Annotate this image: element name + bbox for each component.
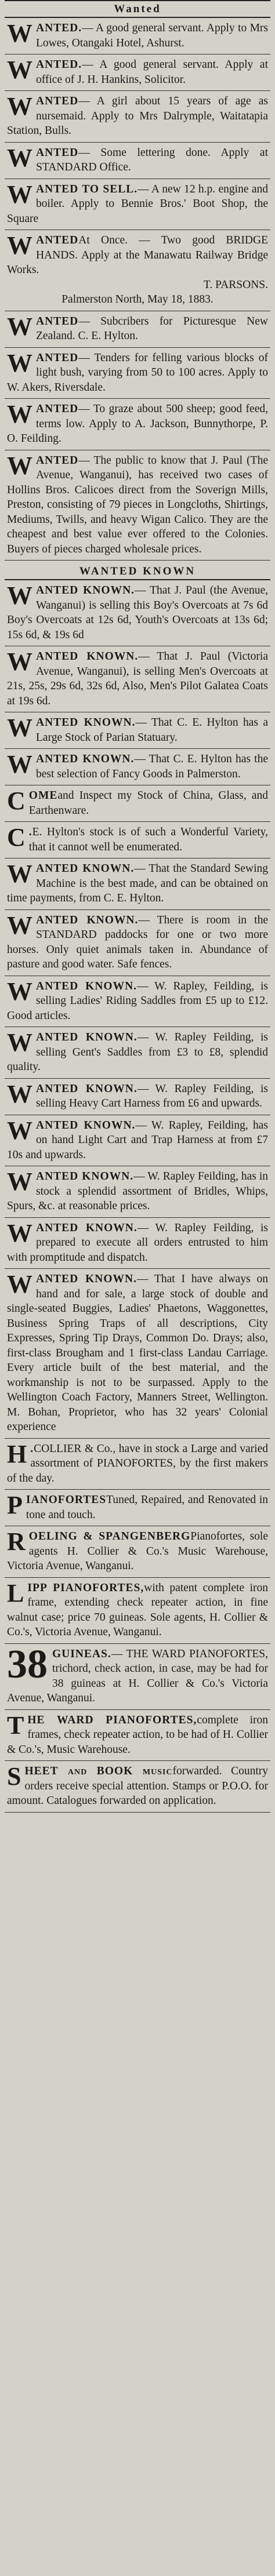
drop-cap: W	[7, 860, 32, 888]
ad-text: — That C. E. Hylton has a Large Stock of Parian Statuary.	[36, 716, 268, 744]
ad-text: At Once. — Two good BRIDGE HANDS. Apply at the Manawatu Railway Bridge Works.	[7, 234, 268, 276]
ad-keyword: ANTED KNOWN.	[36, 716, 136, 729]
advertisement	[5, 1710, 270, 1762]
ad-keyword: ANTED KNOWN.	[36, 1170, 134, 1183]
advertisement	[5, 1027, 270, 1079]
drop-cap: S	[7, 1762, 21, 1791]
advertisement	[5, 1490, 270, 1526]
drop-cap: W	[7, 400, 32, 428]
drop-cap: W	[7, 1270, 32, 1298]
drop-cap: W	[7, 312, 32, 341]
advertisement	[5, 646, 270, 712]
ad-text: and Inspect my Stock of China, Glass, and Earthenware.	[28, 789, 268, 817]
ad-keyword: ANTED KNOWN.	[36, 753, 135, 765]
ad-keyword: ANTED	[36, 234, 79, 246]
ad-text: — That I have always on hand and for sale, a large stock of double and single-seated Buggies, Ladies' Phaetons, Waggonettes, Business Spring Traps of all descriptions, City Expresses, Spring Tip Drays, Common Do. Drays; also, first-class Brougham and 1 first-class Landau Carriage. Every article built of the best material, and the workmanship is not to be surpassed. Apply to the Wellington Coach Factory, Manners Street, Wellington. M. Bohan, Proprietor, who has 32 years' Colonial experience	[7, 1273, 268, 1433]
drop-cap: W	[7, 231, 32, 260]
ad-text: — Some lettering done. Apply at STANDARD Office.	[36, 146, 268, 173]
ad-keyword: ANTED.	[36, 59, 82, 71]
ad-keyword: ANTED	[36, 351, 79, 364]
advertisement	[5, 1166, 270, 1218]
ad-text: with patent complete iron frame, extending check repeater action, in fine walnut case; price 70 guineas. Sole agents, H. Collier & Co.'s, Victoria Avenue, Wanganui.	[7, 1581, 268, 1638]
advertisement	[5, 749, 270, 785]
ad-text: — W. Rapley Feilding, is selling Gent's Saddles from £3 to £8, splendid quality.	[7, 1031, 268, 1073]
advertisement	[5, 230, 270, 311]
drop-cap: L	[7, 1578, 24, 1607]
ad-text: — That the Standard Sewing Machine is the best made, and can be obtained on time payments, from C. E. Hylton.	[7, 863, 268, 904]
drop-cap: W	[7, 911, 32, 940]
ad-text: — W. Rapley Feilding, is prepared to execute all orders entrusted to him with promptitude and dispatch.	[7, 1221, 268, 1264]
section-heading-wanted-known: WANTED KNOWN	[79, 565, 196, 577]
advertisement	[5, 858, 270, 910]
ad-text: Tuned, Repaired, and Renovated in tone and touch.	[26, 1494, 268, 1521]
drop-cap: W	[7, 1116, 32, 1145]
advertisement	[5, 54, 270, 91]
ad-keyword: ANTED KNOWN.	[36, 1221, 138, 1234]
drop-cap: W	[7, 1028, 32, 1057]
ad-keyword: ANTED TO SELL.	[36, 183, 138, 195]
ad-signature: T. PARSONS.	[203, 278, 268, 291]
ad-keyword: HE WARD PIANOFORTES,	[27, 1713, 197, 1726]
advertisement	[5, 91, 270, 143]
ad-keyword: ANTED	[36, 454, 79, 467]
ad-keyword: OME	[28, 789, 58, 802]
drop-cap: W	[7, 180, 32, 209]
drop-cap: W	[7, 750, 32, 778]
ad-keyword: ANTED KNOWN.	[36, 980, 138, 992]
ad-text: — A girl about 15 years of age as nursemaid. Apply to Mrs Dalrymple, Waitatapia Station, Bulls.	[7, 95, 268, 137]
advertisement	[5, 348, 270, 399]
drop-cap: W	[7, 19, 32, 48]
drop-cap: C	[7, 823, 26, 852]
drop-cap: W	[7, 1079, 32, 1108]
ad-keyword: IPP PIANOFORTES,	[27, 1581, 144, 1594]
ad-text: — W. Rapley, Feilding, has on hand Light Cart and Trap Harness at from £7 10s and upwards.	[7, 1119, 268, 1161]
ad-text: — To graze about 500 sheep; good feed, terms low. Apply to A. Jackson, Bunnythorpe, P. O. Feilding.	[7, 403, 268, 445]
advertisement	[5, 311, 270, 348]
advertisement	[5, 976, 270, 1028]
ad-dateline: Palmerston North, May 18, 1883.	[61, 293, 214, 305]
advertisement	[5, 143, 270, 179]
wanted-known-ads	[5, 580, 270, 1813]
ad-keyword: ANTED.	[36, 22, 82, 34]
ad-keyword: ANTED KNOWN.	[36, 863, 135, 875]
drop-cap: W	[7, 92, 32, 121]
ad-text: — A good general servant. Apply to Mrs Lowes, Otangaki Hotel, Ashurst.	[36, 22, 268, 49]
advertisement	[5, 179, 270, 231]
drop-cap: W	[7, 714, 32, 742]
ad-keyword: .	[30, 1442, 34, 1455]
drop-cap: R	[7, 1527, 26, 1556]
drop-cap: W	[7, 451, 32, 480]
advertisement	[5, 450, 270, 561]
advertisement	[5, 18, 270, 54]
advertisement	[5, 1079, 270, 1115]
advertisement	[5, 822, 270, 858]
ad-keyword: ANTED KNOWN.	[36, 584, 135, 596]
advertisement	[5, 1269, 270, 1439]
ad-text: — A good general servant. Apply at office of J. H. Hankins, Solicitor.	[36, 59, 268, 86]
ad-keyword: IANOFORTES	[26, 1494, 107, 1506]
advertisement	[5, 1218, 270, 1269]
ad-keyword: ANTED KNOWN.	[36, 914, 139, 926]
advertisement	[5, 1526, 270, 1578]
advertisement	[5, 1644, 270, 1710]
drop-cap: C	[7, 787, 26, 815]
ad-text: — W. Rapley Feilding, has in stock a splendid assortment of Bridles, Whips, Spurs, &c. at reasonable prices.	[7, 1170, 268, 1212]
advertisement	[5, 712, 270, 749]
advertisement	[5, 1439, 270, 1490]
ad-keyword: ANTED	[36, 95, 79, 107]
ad-keyword: .	[28, 826, 32, 838]
ad-text: — That J. Paul (Victoria Avenue, Wanganui), is selling Men's Overcoats at 21s, 25s, 29s 6d, 32s 6d, Also, Men's Pilot Galatea Coats at 19s 6d.	[7, 650, 268, 707]
ad-text: Pianofortes, sole agents H. Collier & Co.'s Music Warehouse, Victoria Avenue, Wanganui.	[7, 1530, 268, 1572]
advertisement	[5, 785, 270, 822]
advertisement	[5, 1115, 270, 1167]
drop-cap: T	[7, 1711, 24, 1740]
ad-text: complete iron frames, check repeater action, to be had of H. Collier & Co.'s, Music Warehouse.	[7, 1713, 268, 1756]
ad-text: — W. Rapley, Feilding, is selling Ladies' Riding Saddles from £5 up to £12. Good articles.	[7, 980, 268, 1022]
advertisement	[5, 1761, 270, 1813]
ad-keyword: ANTED	[36, 146, 79, 159]
drop-cap: 38	[7, 1643, 48, 1687]
wanted-ads	[5, 18, 270, 561]
drop-cap: W	[7, 977, 32, 1006]
advertisement	[5, 580, 270, 646]
ad-text: forwarded. Country orders receive special attention. Stamps or P.O.O. for amount. Catalogues forwarded on application.	[7, 1765, 268, 1807]
ad-keyword: OELING & SPANGENBERG	[28, 1530, 191, 1542]
advertisement	[5, 399, 270, 450]
drop-cap: W	[7, 1167, 32, 1196]
advertisement	[5, 1578, 270, 1644]
ad-text: COLLIER & Co., have in stock a Large and varied assortment of PIANOFORTES, by the first makers of the day.	[7, 1442, 268, 1485]
ad-keyword: ANTED	[36, 403, 79, 415]
drop-cap: W	[7, 143, 32, 172]
drop-cap: P	[7, 1491, 23, 1519]
ad-keyword: ANTED	[36, 315, 79, 328]
ad-text: — That C. E. Hylton has the best selection of Fancy Goods in Palmerston.	[36, 753, 268, 780]
advertisement	[5, 910, 270, 976]
drop-cap: W	[7, 56, 32, 84]
ad-text: — THE WARD PIANOFORTES, trichord, check action, in case, may be had for 38 guineas at H. Collier & Co.'s Victoria Avenue, Wanganui.	[7, 1647, 268, 1704]
drop-cap: W	[7, 647, 32, 676]
ad-text: — Subcribers for Picturesque New Zealand. C. E. Hylton.	[36, 315, 268, 342]
ad-keyword: HEET and BOOK music	[24, 1765, 173, 1777]
drop-cap: W	[7, 581, 32, 610]
ad-keyword: ANTED KNOWN.	[36, 1082, 138, 1095]
ad-text: — That J. Paul (the Avenue, Wanganui) is selling this Boy's Overcoats at 7s 6d Boy's Overcoats at 12s 6d, Youth's Overcoats at 13s 6d; 15s 6d, & 19s 6d	[7, 584, 268, 641]
ad-text: — The public to know that J. Paul (The Avenue, Wanganui), has received two cases of Hollins Bros. Calicoes direct from the Soverign Mills, Preston, consisting of 79 pieces in Longcloths, Shirtings, Mediums, Twills, and heavy Wigan Calico. They are the cheapest and best value ever offered to the Colonies. Buyers of pieces charged wholesale prices.	[7, 454, 268, 555]
drop-cap: W	[7, 1218, 32, 1247]
ad-keyword: ANTED KNOWN.	[36, 1273, 137, 1285]
ad-text: E. Hylton's stock is of such a Wonderful Variety, that it cannot well be enumerated.	[28, 826, 268, 853]
ad-text: — A new 12 h.p. engine and boiler. Apply to Bennie Bros.' Boot Shop, the Square	[7, 183, 268, 225]
drop-cap: H	[7, 1439, 27, 1468]
ad-keyword: ANTED KNOWN.	[36, 1119, 136, 1131]
ad-text: — Tenders for felling various blocks of light bush, varying from 50 to 100 acres. Apply to W. Akers, Riversdale.	[7, 351, 268, 394]
ad-text: — There is room in the STANDARD paddocks for one or two more horses. Only quiet animals taken in. Abundance of pasture and good water. Safe fences.	[7, 914, 268, 970]
ad-keyword: ANTED KNOWN.	[36, 650, 139, 663]
ad-keyword: ANTED KNOWN.	[36, 1031, 138, 1043]
ad-keyword: GUINEAS.	[52, 1647, 111, 1660]
section-heading-wanted: Wanted	[114, 3, 161, 15]
drop-cap: W	[7, 348, 32, 377]
ad-text: — W. Rapley Feilding, is selling Heavy Cart Harness from £6 and upwards.	[36, 1082, 268, 1109]
